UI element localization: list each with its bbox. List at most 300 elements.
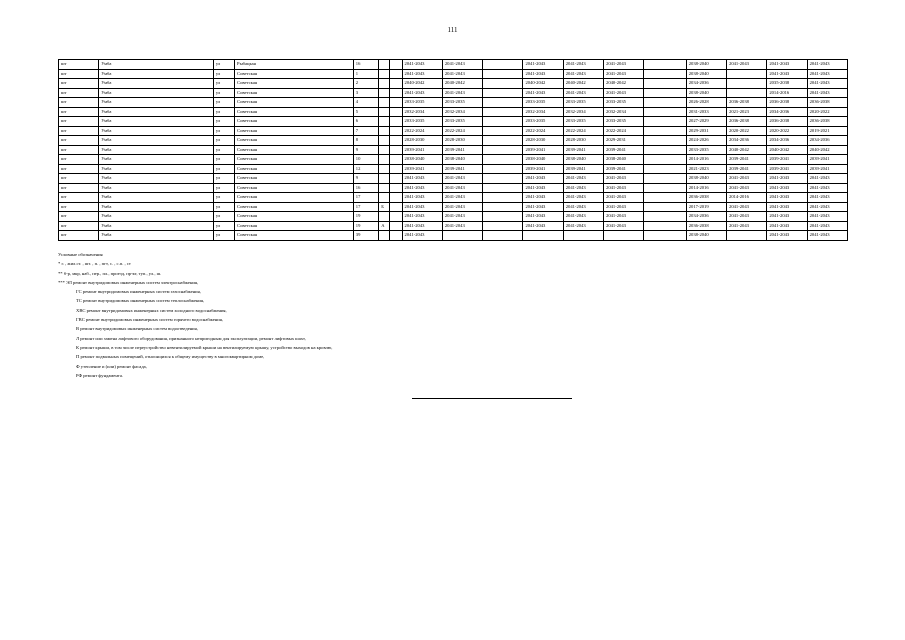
table-cell: ул — [213, 164, 234, 174]
table-cell: Б — [379, 202, 390, 212]
table-cell: 2041-2043 — [727, 221, 767, 231]
table-cell: 2036-2038 — [686, 221, 726, 231]
table-cell — [644, 136, 686, 146]
table-cell: шт — [59, 145, 99, 155]
table-row — [59, 69, 848, 79]
table-cell: 2034-2036 — [767, 136, 807, 146]
table-cell: 2039-2041 — [807, 155, 847, 165]
table-cell: 2022-2024 — [604, 126, 644, 136]
table-cell: 2039-2041 — [807, 164, 847, 174]
table-row — [59, 193, 848, 203]
table-cell: 2041-2043 — [523, 202, 563, 212]
table-cell: 2034-2036 — [767, 107, 807, 117]
table-cell: шт — [59, 79, 99, 89]
table-cell: шт — [59, 126, 99, 136]
table-cell — [379, 107, 390, 117]
table-cell: 2041-2043 — [767, 69, 807, 79]
table-cell: 2036-2038 — [807, 98, 847, 108]
table-cell — [644, 69, 686, 79]
table-cell: ул — [213, 193, 234, 203]
table-cell: 2041-2043 — [523, 174, 563, 184]
table-cell: 2040-2042 — [727, 145, 767, 155]
table-cell: 2041-2043 — [767, 60, 807, 70]
table-cell — [379, 145, 390, 155]
table-cell: 2041-2043 — [442, 202, 482, 212]
table-cell: ул — [213, 107, 234, 117]
table-cell: Умба — [99, 117, 214, 127]
table-cell — [389, 98, 402, 108]
table-cell — [483, 174, 523, 184]
table-cell: 16 — [353, 60, 378, 70]
table-row — [59, 79, 848, 89]
table-cell: 2040-2042 — [402, 79, 442, 89]
table-cell: 2024-2026 — [686, 136, 726, 146]
table-cell — [389, 193, 402, 203]
table-cell: 2014-2016 — [727, 193, 767, 203]
table-cell: 2029-2031 — [686, 126, 726, 136]
table-cell: 2039-2041 — [442, 145, 482, 155]
table-cell: 2021-2023 — [686, 164, 726, 174]
table-cell: шт — [59, 98, 99, 108]
table-cell: шт — [59, 88, 99, 98]
table-cell: 19 — [353, 221, 378, 231]
table-cell: 2039-2041 — [523, 145, 563, 155]
table-cell: 2028-2030 — [442, 136, 482, 146]
table-cell: ул — [213, 79, 234, 89]
table-cell: 2026-2028 — [686, 98, 726, 108]
table-cell: 2041-2043 — [442, 221, 482, 231]
table-row — [59, 126, 848, 136]
table-cell: Умба — [99, 60, 214, 70]
table-cell: 2039-2041 — [442, 164, 482, 174]
table-cell: шт — [59, 164, 99, 174]
table-cell: 2041-2043 — [402, 174, 442, 184]
table-cell — [483, 60, 523, 70]
table-cell: 2040-2042 — [523, 79, 563, 89]
table-cell — [644, 183, 686, 193]
table-cell — [644, 231, 686, 241]
table-cell: 2036-2038 — [686, 193, 726, 203]
table-cell — [483, 98, 523, 108]
table-cell: ул — [213, 212, 234, 222]
table-cell: Советская — [235, 212, 354, 222]
table-cell: 2014-2016 — [686, 183, 726, 193]
table-cell — [483, 136, 523, 146]
table-cell — [379, 98, 390, 108]
table-cell: ул — [213, 88, 234, 98]
table-cell: 2028-2030 — [402, 136, 442, 146]
table-cell: Умба — [99, 221, 214, 231]
table-cell — [379, 193, 390, 203]
table-cell — [379, 212, 390, 222]
table-cell: 2041-2043 — [402, 212, 442, 222]
table-cell: 2041-2043 — [523, 221, 563, 231]
table-cell: 2020-2022 — [767, 126, 807, 136]
table-cell: Советская — [235, 174, 354, 184]
table-cell: 2040-2042 — [442, 79, 482, 89]
table-cell: 2033-2035 — [402, 117, 442, 127]
table-cell — [389, 88, 402, 98]
table-cell: Советская — [235, 202, 354, 212]
table-cell: 2020-2022 — [807, 107, 847, 117]
table-cell: 2041-2043 — [807, 69, 847, 79]
table-cell: Советская — [235, 183, 354, 193]
table-cell: 2041-2043 — [442, 69, 482, 79]
table-cell: 4 — [353, 98, 378, 108]
table-cell: 2040-2042 — [807, 145, 847, 155]
table-cell: 7 — [353, 126, 378, 136]
table-cell: 2038-2040 — [686, 231, 726, 241]
table-cell: 2041-2043 — [563, 183, 603, 193]
table-cell: 2041-2043 — [402, 183, 442, 193]
table-cell: Умба — [99, 155, 214, 165]
table-cell: ул — [213, 174, 234, 184]
table-cell: 2041-2043 — [442, 174, 482, 184]
table-cell — [727, 231, 767, 241]
table-cell: 2041-2043 — [563, 60, 603, 70]
table-cell: 19 — [353, 212, 378, 222]
legend-line: * г. , жил.ст. , шт. , п. , пгт, с. , с.п. , ст — [58, 261, 131, 267]
table-cell: 2022-2024 — [523, 126, 563, 136]
table-cell: шт — [59, 174, 99, 184]
table-cell: 9 — [353, 174, 378, 184]
table-cell — [604, 231, 644, 241]
table-cell — [379, 164, 390, 174]
table-row — [59, 136, 848, 146]
table-cell: 2014-2016 — [767, 88, 807, 98]
table-cell: 2034-2036 — [727, 136, 767, 146]
table-cell: 2041-2043 — [402, 193, 442, 203]
table-cell: 2041-2043 — [604, 221, 644, 231]
table-cell: 2040-2042 — [604, 79, 644, 89]
table-cell: 2033-2035 — [523, 117, 563, 127]
table-cell: 2038-2040 — [523, 155, 563, 165]
table-cell: Умба — [99, 88, 214, 98]
table-cell: 2033-2035 — [442, 117, 482, 127]
table-cell: 2041-2043 — [604, 174, 644, 184]
table-cell: 2039-2041 — [563, 145, 603, 155]
table-cell: 2041-2043 — [442, 193, 482, 203]
table-cell: ул — [213, 202, 234, 212]
table-cell: 2041-2043 — [807, 60, 847, 70]
table-cell: Советская — [235, 117, 354, 127]
table-cell: 2041-2043 — [767, 183, 807, 193]
table-cell: 2033-2035 — [442, 98, 482, 108]
table-cell: 2041-2043 — [604, 69, 644, 79]
table-cell: шт — [59, 69, 99, 79]
table-cell: Умба — [99, 183, 214, 193]
table-cell: 2039-2041 — [563, 164, 603, 174]
table-cell: 2039-2041 — [727, 155, 767, 165]
table-cell: ул — [213, 145, 234, 155]
table-cell — [379, 136, 390, 146]
table-cell — [379, 231, 390, 241]
table-cell: шт — [59, 117, 99, 127]
table-cell — [389, 212, 402, 222]
table-cell: 2041-2043 — [727, 202, 767, 212]
table-cell — [389, 174, 402, 184]
table-cell — [389, 221, 402, 231]
table-cell: 2041-2043 — [604, 60, 644, 70]
table-cell: ул — [213, 136, 234, 146]
table-cell: шт — [59, 183, 99, 193]
table-cell — [644, 88, 686, 98]
table-cell: 2033-2035 — [523, 98, 563, 108]
table-cell: 2036-2038 — [767, 117, 807, 127]
table-cell: шт — [59, 155, 99, 165]
table-cell: 17 — [353, 202, 378, 212]
table-cell: 2041-2043 — [523, 88, 563, 98]
table-cell: Советская — [235, 136, 354, 146]
table-cell: 2041-2043 — [563, 174, 603, 184]
legend-line: ГС ремонт внутридомовых инженерных систем газоснабжения, — [76, 289, 201, 295]
table-cell: шт — [59, 136, 99, 146]
table-cell: Умба — [99, 107, 214, 117]
table-cell: 2041-2043 — [604, 212, 644, 222]
table-cell: 2041-2043 — [807, 79, 847, 89]
table-cell: 9 — [353, 145, 378, 155]
table-cell: 2041-2043 — [523, 183, 563, 193]
table-cell — [644, 126, 686, 136]
table-cell: 2041-2043 — [442, 60, 482, 70]
legend-line: К ремонт крыши, в том числе переустройство невентилируемой крыши на вентилируемую крышу, устройство выходов на кровлю, — [76, 344, 333, 350]
table-cell: Умба — [99, 164, 214, 174]
table-cell: 2041-2043 — [563, 88, 603, 98]
table-cell — [483, 155, 523, 165]
table-cell: ул — [213, 221, 234, 231]
table-cell: Умба — [99, 69, 214, 79]
table-cell: 2041-2043 — [727, 212, 767, 222]
table-cell: 2041-2043 — [807, 193, 847, 203]
table-cell: 2039-2041 — [767, 164, 807, 174]
table-cell: 2032-2034 — [402, 107, 442, 117]
table-cell: Советская — [235, 98, 354, 108]
table-cell: 2028-2030 — [563, 136, 603, 146]
table-cell: 2040-2042 — [767, 145, 807, 155]
table-cell — [389, 164, 402, 174]
table-cell: 2041-2043 — [807, 231, 847, 241]
table-cell: 2041-2043 — [442, 183, 482, 193]
table-cell — [379, 88, 390, 98]
table-cell — [379, 69, 390, 79]
table-cell: 2041-2043 — [767, 202, 807, 212]
table-cell: 2 — [353, 79, 378, 89]
table-cell: 2027-2029 — [686, 117, 726, 127]
table-cell: 2041-2043 — [807, 221, 847, 231]
table-cell: шт — [59, 212, 99, 222]
table-cell — [483, 117, 523, 127]
table-cell: 2041-2043 — [807, 202, 847, 212]
legend-line: РФ ремонт фундамента. — [76, 372, 124, 378]
table-cell — [644, 174, 686, 184]
table-cell — [389, 117, 402, 127]
table-cell — [483, 193, 523, 203]
footer-divider — [412, 398, 572, 399]
table-cell: Умба — [99, 231, 214, 241]
table-cell — [389, 155, 402, 165]
table-cell: Умба — [99, 136, 214, 146]
table-cell: Умба — [99, 202, 214, 212]
table-cell: Советская — [235, 164, 354, 174]
table-cell: 2032-2034 — [523, 107, 563, 117]
table-cell — [523, 231, 563, 241]
table-cell: ул — [213, 155, 234, 165]
table-cell: Умба — [99, 98, 214, 108]
capital-repair-schedule-table — [58, 59, 848, 241]
legend-title: Условные обозначения — [58, 252, 103, 257]
table-cell — [483, 212, 523, 222]
table-cell: Умба — [99, 79, 214, 89]
table-cell: шт — [59, 107, 99, 117]
table-cell: Умба — [99, 174, 214, 184]
table-cell: 2039-2041 — [604, 145, 644, 155]
table-cell: 2041-2043 — [767, 231, 807, 241]
table-cell: 2041-2043 — [402, 88, 442, 98]
table-cell: ул — [213, 183, 234, 193]
table-cell: 2041-2043 — [442, 88, 482, 98]
table-cell — [727, 79, 767, 89]
legend-line: В ремонт внутридомовых инженерных систем водоотведения, — [76, 326, 198, 332]
legend-line: ТС ремонт внутридомовых инженерных систем теплоснабжения, — [76, 298, 205, 304]
table-cell: 2032-2034 — [563, 107, 603, 117]
table-cell: 3 — [353, 88, 378, 98]
table-cell: 1 — [353, 69, 378, 79]
table-cell — [644, 164, 686, 174]
table-cell: 2036-2038 — [727, 117, 767, 127]
table-cell: 2041-2043 — [563, 212, 603, 222]
table-cell: 2029-2031 — [604, 136, 644, 146]
table-cell: 6 — [353, 117, 378, 127]
table-cell: 10 — [353, 155, 378, 165]
table-cell: 2039-2041 — [523, 164, 563, 174]
table-cell: 17 — [353, 193, 378, 203]
table-cell — [644, 98, 686, 108]
table-cell — [483, 126, 523, 136]
table-cell: 2032-2034 — [604, 107, 644, 117]
table-cell — [483, 202, 523, 212]
table-cell: 2038-2040 — [563, 155, 603, 165]
table-cell: 2039-2041 — [727, 164, 767, 174]
table-cell: А — [379, 221, 390, 231]
table-cell: 2033-2035 — [604, 98, 644, 108]
table-cell: 2039-2041 — [402, 164, 442, 174]
table-cell — [644, 60, 686, 70]
table-cell — [379, 117, 390, 127]
table-cell: 2038-2040 — [402, 155, 442, 165]
table-row — [59, 60, 848, 70]
table-cell: шт — [59, 60, 99, 70]
table-cell: Советская — [235, 155, 354, 165]
table-cell — [379, 174, 390, 184]
table-cell: 2041-2043 — [523, 212, 563, 222]
table-cell: Рыбацкая — [235, 60, 354, 70]
table-cell: 2041-2043 — [523, 60, 563, 70]
table-cell: 2038-2040 — [686, 60, 726, 70]
table-cell — [389, 231, 402, 241]
table-cell: 2033-2035 — [563, 98, 603, 108]
table-cell: 2036-2038 — [727, 98, 767, 108]
table-cell — [483, 88, 523, 98]
table-cell: ул — [213, 98, 234, 108]
table-cell: Умба — [99, 212, 214, 222]
legend-line: Ф утепление и (или) ремонт фасада, — [76, 363, 147, 369]
table-cell: Умба — [99, 193, 214, 203]
table-cell: 2022-2024 — [402, 126, 442, 136]
table-cell — [483, 183, 523, 193]
table-cell: 2038-2040 — [686, 69, 726, 79]
legend-line: ГВС ремонт внутридомовых инженерных систем горячего водоснабжения, — [76, 317, 223, 323]
table-cell: Советская — [235, 193, 354, 203]
table-cell: 2019-2021 — [807, 126, 847, 136]
table-cell: шт — [59, 193, 99, 203]
table-cell: Советская — [235, 79, 354, 89]
table-row — [59, 88, 848, 98]
legend-line: Л ремонт или замена лифтового оборудования, признанного непригодным для эксплуатации, ремонт лифтовых шахт, — [76, 335, 306, 341]
table-row — [59, 231, 848, 241]
table-cell — [483, 221, 523, 231]
table-cell — [379, 155, 390, 165]
table-cell — [389, 60, 402, 70]
table-row — [59, 164, 848, 174]
table-cell: Умба — [99, 145, 214, 155]
table-cell: 2038-2040 — [604, 155, 644, 165]
page-number: 111 — [447, 26, 458, 34]
table-cell — [389, 202, 402, 212]
table-cell: 2041-2043 — [807, 174, 847, 184]
table-cell: Советская — [235, 126, 354, 136]
table-cell: 2020-2022 — [727, 126, 767, 136]
table-cell — [644, 212, 686, 222]
table-cell: 2032-2034 — [442, 107, 482, 117]
table-cell: Советская — [235, 107, 354, 117]
table-cell: 2022-2024 — [442, 126, 482, 136]
table-row — [59, 107, 848, 117]
legend-line: *** ЭЛ ремонт внутридомовых инженерных систем электроснабжения, — [58, 279, 199, 285]
table-cell: 2039-2041 — [604, 164, 644, 174]
table-cell: 8 — [353, 136, 378, 146]
table-cell: ул — [213, 231, 234, 241]
table-cell: 2041-2043 — [604, 202, 644, 212]
table-cell: 2035-2038 — [767, 79, 807, 89]
table-cell — [389, 107, 402, 117]
table-cell — [379, 60, 390, 70]
table-cell — [644, 79, 686, 89]
table-cell — [483, 79, 523, 89]
table-cell: 2022-2024 — [563, 126, 603, 136]
table-row — [59, 98, 848, 108]
table-cell — [563, 231, 603, 241]
table-cell — [644, 202, 686, 212]
table-cell: Умба — [99, 126, 214, 136]
table-cell — [727, 88, 767, 98]
legend-line: ** б-р, мкр, наб., пер., пл., проезд, пр-кт, туп., ул., ш. — [58, 270, 162, 276]
table-cell — [379, 183, 390, 193]
table-cell: 2034-2036 — [807, 136, 847, 146]
table-cell: 2041-2043 — [767, 174, 807, 184]
table-cell: 2041-2043 — [402, 69, 442, 79]
table-cell: Советская — [235, 221, 354, 231]
table-cell — [389, 126, 402, 136]
table-cell: 2021-2023 — [727, 107, 767, 117]
table-cell: 2038-2040 — [686, 174, 726, 184]
table-cell: 16 — [353, 183, 378, 193]
table-cell: 2036-2038 — [807, 117, 847, 127]
table-cell: Советская — [235, 88, 354, 98]
table-cell: 2041-2043 — [523, 193, 563, 203]
table-cell: шт — [59, 202, 99, 212]
table-cell: 2038-2040 — [686, 88, 726, 98]
table-row — [59, 174, 848, 184]
